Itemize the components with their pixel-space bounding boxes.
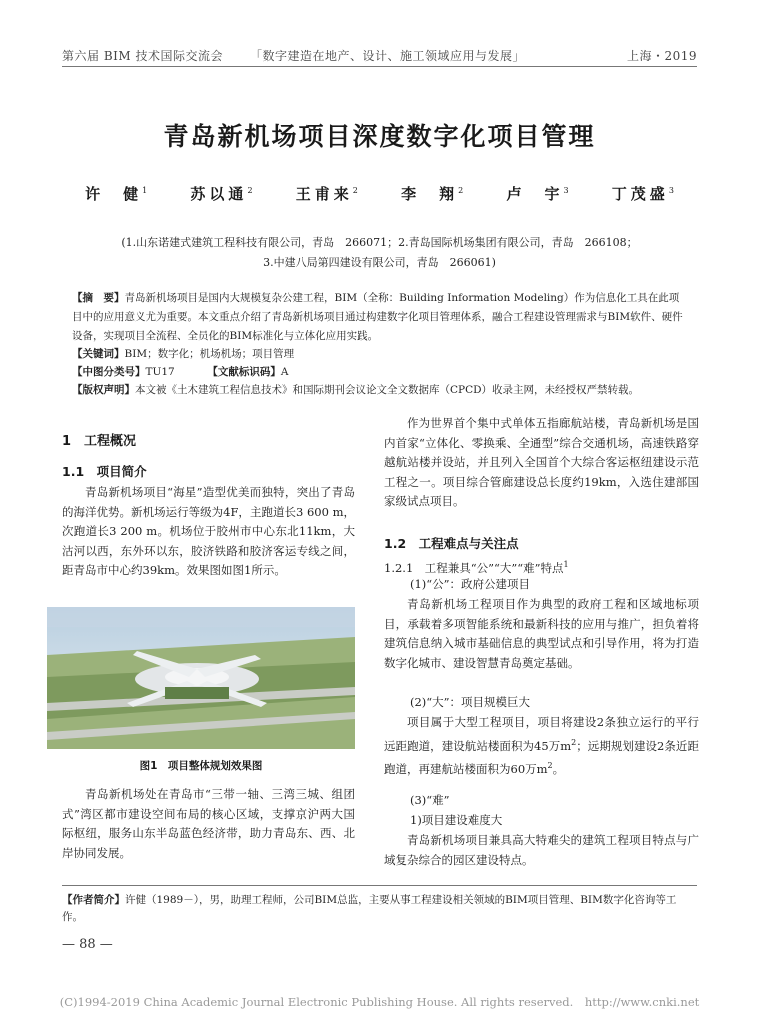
item-2-text-part: ；远期规划建设2条近距跑道，再建航站楼面积为60万m <box>384 738 699 776</box>
item-3-title: (3)“难” <box>410 793 450 807</box>
copyright-statement <box>72 381 687 400</box>
header-rule <box>62 66 697 67</box>
author-name: 卢 宇 <box>506 185 564 203</box>
item-1-text: 青岛新机场工程项目作为典型的政府工程和区域地标项目，承载着多项智能系统和最新科技的应用与推广，担负着将建筑信息纳入城市基础信息的典型试点和引导作用，将为打造数字化城市、建设智慧青岛奠定基础。 <box>384 597 699 670</box>
author-affil-mark: 3 <box>668 186 674 195</box>
author-affil-mark: 2 <box>247 186 253 195</box>
figure-airport-rendering <box>47 607 355 749</box>
author <box>190 185 252 203</box>
author-name: 苏以通 <box>190 185 248 203</box>
item-2-text <box>384 713 699 779</box>
keywords-label: 【关键词】 <box>72 348 125 360</box>
superscript-2: 2 <box>571 737 577 747</box>
section-1-heading: 1 工程概况 <box>62 434 137 449</box>
copyright-text: 本文被《土木建筑工程信息技术》和国际期刊会议论文全文数据库（CPCD）收录主网，未经授权严禁转载。 <box>135 384 640 396</box>
doc-code-label: 【文献标识码】 <box>207 366 281 378</box>
header-location-year: 上海・2019 <box>626 49 697 63</box>
keywords <box>72 345 687 364</box>
reference-mark: 1 <box>563 560 569 569</box>
classification <box>72 363 687 382</box>
affiliation-line-2: 3.中建八局第四建设有限公司，青岛 266061) <box>263 256 496 269</box>
section-1-2-1-title: 1.2.1 工程兼具“公”“大”“难”特点 <box>384 560 564 575</box>
item-2-title: (2)“大”：项目规模巨大 <box>410 695 531 709</box>
author <box>296 185 358 203</box>
section-1-2-heading: 1.2 工程难点与关注点 <box>384 536 519 551</box>
abstract-label: 【摘 要】 <box>72 292 125 304</box>
figure-1-caption: 图1 项目整体规划效果图 <box>139 760 263 772</box>
keywords-text: BIM；数字化；机场机场；项目管理 <box>124 348 295 360</box>
author-affil-mark: 2 <box>352 186 358 195</box>
footnote-rule <box>62 885 697 886</box>
item-3-subtitle: 1)项目建设难度大 <box>410 813 503 827</box>
clc-value: TU17 <box>145 366 175 378</box>
author <box>401 185 463 203</box>
item-2-text-part: 项目属于大型工程项目，项目将建设2条独立运行的平行远距跑道，建设航站楼面积为45万m <box>384 715 699 753</box>
author-name: 李 翔 <box>401 185 459 203</box>
affiliation-line-1: (1.山东诺建式建筑工程科技有限公司，青岛 266071；2.青岛国际机场集团有限公司，青岛 266108； <box>121 236 638 249</box>
affiliations <box>70 233 689 273</box>
copyright-footer: (C)1994-2019 China Academic Journal Electronic Publishing House. All rights reserved. http://www.cnki.net <box>59 995 700 1009</box>
item-3-text: 青岛新机场项目兼具高大特难尖的建筑工程项目特点与广域复杂综合的园区建设特点。 <box>384 833 699 867</box>
airport-rendering-image <box>47 607 355 749</box>
author-note <box>62 892 697 926</box>
author <box>506 185 568 203</box>
author-list <box>0 183 759 204</box>
author-name: 许 健 <box>85 185 143 203</box>
author-affil-mark: 1 <box>142 186 148 195</box>
section-1-1-heading: 1.1 项目简介 <box>62 464 147 479</box>
author-note-label: 【作者简介】 <box>62 894 125 906</box>
author-affil-mark: 2 <box>458 186 464 195</box>
item-1-title: (1)“公”：政府公建项目 <box>410 577 531 591</box>
author <box>612 185 674 203</box>
superscript-2: 2 <box>547 760 553 770</box>
clc-label: 【中图分类号】 <box>72 366 146 378</box>
author-note-text: 许健（1989－），男，助理工程师，公司BIM总监，主要从事工程建设相关领域的BIM项目管理、BIM数字化咨询等工作。 <box>62 894 677 923</box>
abstract <box>72 289 687 346</box>
paper-title: 青岛新机场项目深度数字化项目管理 <box>163 122 596 151</box>
author-affil-mark: 3 <box>563 186 569 195</box>
doc-code-value: A <box>280 366 289 378</box>
author <box>85 185 147 203</box>
right-paragraph-1: 作为世界首个集中式单体五指廊航站楼，青岛新机场是国内首家“立体化、零换乘、全通型”综合交通机场，高速铁路穿越航站楼并设站，并且列入全国首个大综合客运枢纽建设示范工程之一。项目综合管廊建设总长度约19km，入选住建部国家级试点项目。 <box>384 416 699 508</box>
item-2-text-part: 。 <box>552 761 565 776</box>
header-theme: 「数字建造在地产、设计、施工领域应用与发展」 <box>250 49 526 63</box>
page-number: — 88 — <box>62 937 113 952</box>
left-paragraph-2: 青岛新机场处在青岛市“三带一轴、三湾三城、组团式”湾区都市建设空间布局的核心区域，支撑京沪两大国际枢纽，服务山东半岛蓝色经济带，助力青岛东、西、北岸协同发展。 <box>62 787 355 860</box>
abstract-text: 青岛新机场项目是国内大规模复杂公建工程，BIM（全称：Building Information Modeling）作为信息化工具在此项目中的应用意义尤为重要。本文重点介绍了青岛新机场项目通过构建数字化项目管理体系，融合工程建设管理需求与BIM软件、硬件设备，实现项目全流程、全员化的BIM标准化与立体化应用实践。 <box>72 292 683 342</box>
author-name: 丁茂盛 <box>611 185 669 203</box>
copyright-label: 【版权声明】 <box>72 384 135 396</box>
left-paragraph-1: 青岛新机场项目“海星”造型优美而独特，突出了青岛的海洋优势。新机场运行等级为4F，主跑道长3 600 m，次跑道长3 200 m。机场位于胶州市中心东北11km，大沽河以西，东外环以东，胶济铁路和胶济客运专线之间，距青岛市中心约39km。效果图如图1所示。 <box>62 485 355 577</box>
author-name: 王甫来 <box>295 185 353 203</box>
header-conference: 第六届 BIM 技术国际交流会 <box>62 49 223 63</box>
